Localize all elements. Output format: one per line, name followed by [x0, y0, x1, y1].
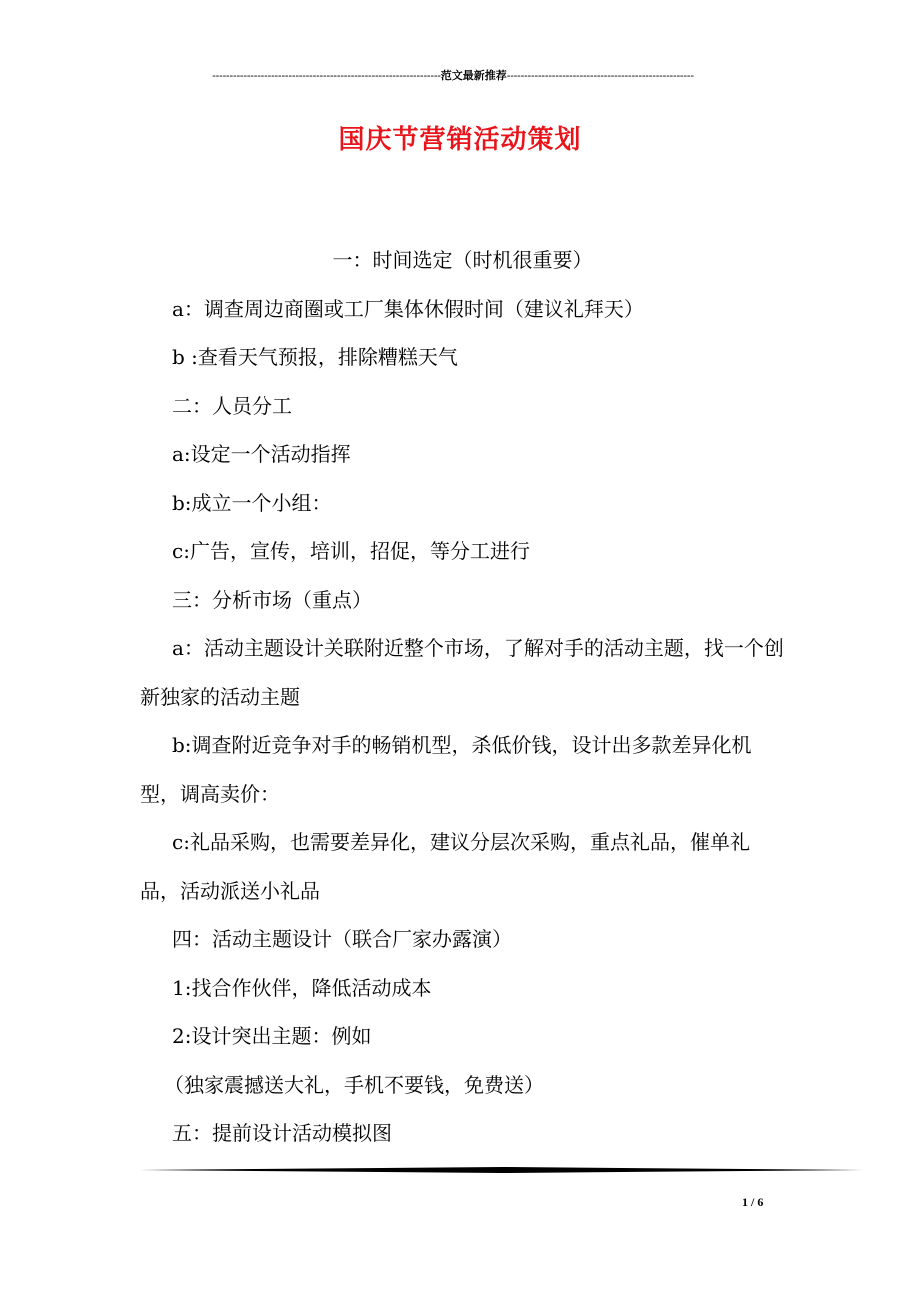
paragraph: a：活动主题设计关联附近整个市场，了解对手的活动主题，找一个创新独家的活动主题	[140, 636, 784, 709]
paragraph: c:广告，宣传，培训，招促，等分工进行	[172, 539, 530, 563]
paragraph: b :查看天气预报，排除糟糕天气	[172, 345, 458, 369]
paragraph: a：调查周边商圈或工厂集体休假时间（建议礼拜天）	[172, 296, 644, 321]
section-heading-3: 三：分析市场（重点）	[172, 587, 372, 612]
paragraph: b:调查附近竞争对手的畅销机型，杀低价钱，设计出多款差异化机型，调高卖价：	[140, 733, 752, 806]
section-heading-5: 五：提前设计活动模拟图	[172, 1121, 392, 1145]
paragraph: （独家震撼送大礼，手机不要钱，免费送）	[164, 1072, 544, 1097]
page-number: 1 / 6	[742, 1195, 764, 1209]
document-body	[140, 236, 785, 1158]
document-title: 国庆节营销活动策划	[338, 125, 582, 155]
section-heading-2: 二：人员分工	[172, 393, 292, 418]
header-label: 范文最新推荐	[440, 70, 507, 82]
header-left-dashes: ------------------------------------------------------------------	[212, 70, 441, 82]
footer-divider	[140, 1164, 864, 1176]
section-heading-4: 四：活动主题设计（联合厂家办露演）	[172, 927, 512, 951]
paragraph: 2:设计突出主题：例如	[172, 1024, 372, 1048]
paragraph: 1:找合作伙伴，降低活动成本	[172, 975, 432, 1000]
paragraph: c:礼品采购，也需要差异化，建议分层次采购，重点礼品，催单礼品，活动派送小礼品	[140, 830, 750, 903]
section-heading-1: 一：时间选定（时机很重要）	[332, 248, 593, 272]
page-header	[140, 68, 766, 84]
header-right-dashes: ------------------------------------------------------	[506, 70, 694, 82]
paragraph: a:设定一个活动指挥	[172, 442, 351, 466]
paragraph: b:成立一个小组：	[172, 490, 332, 515]
